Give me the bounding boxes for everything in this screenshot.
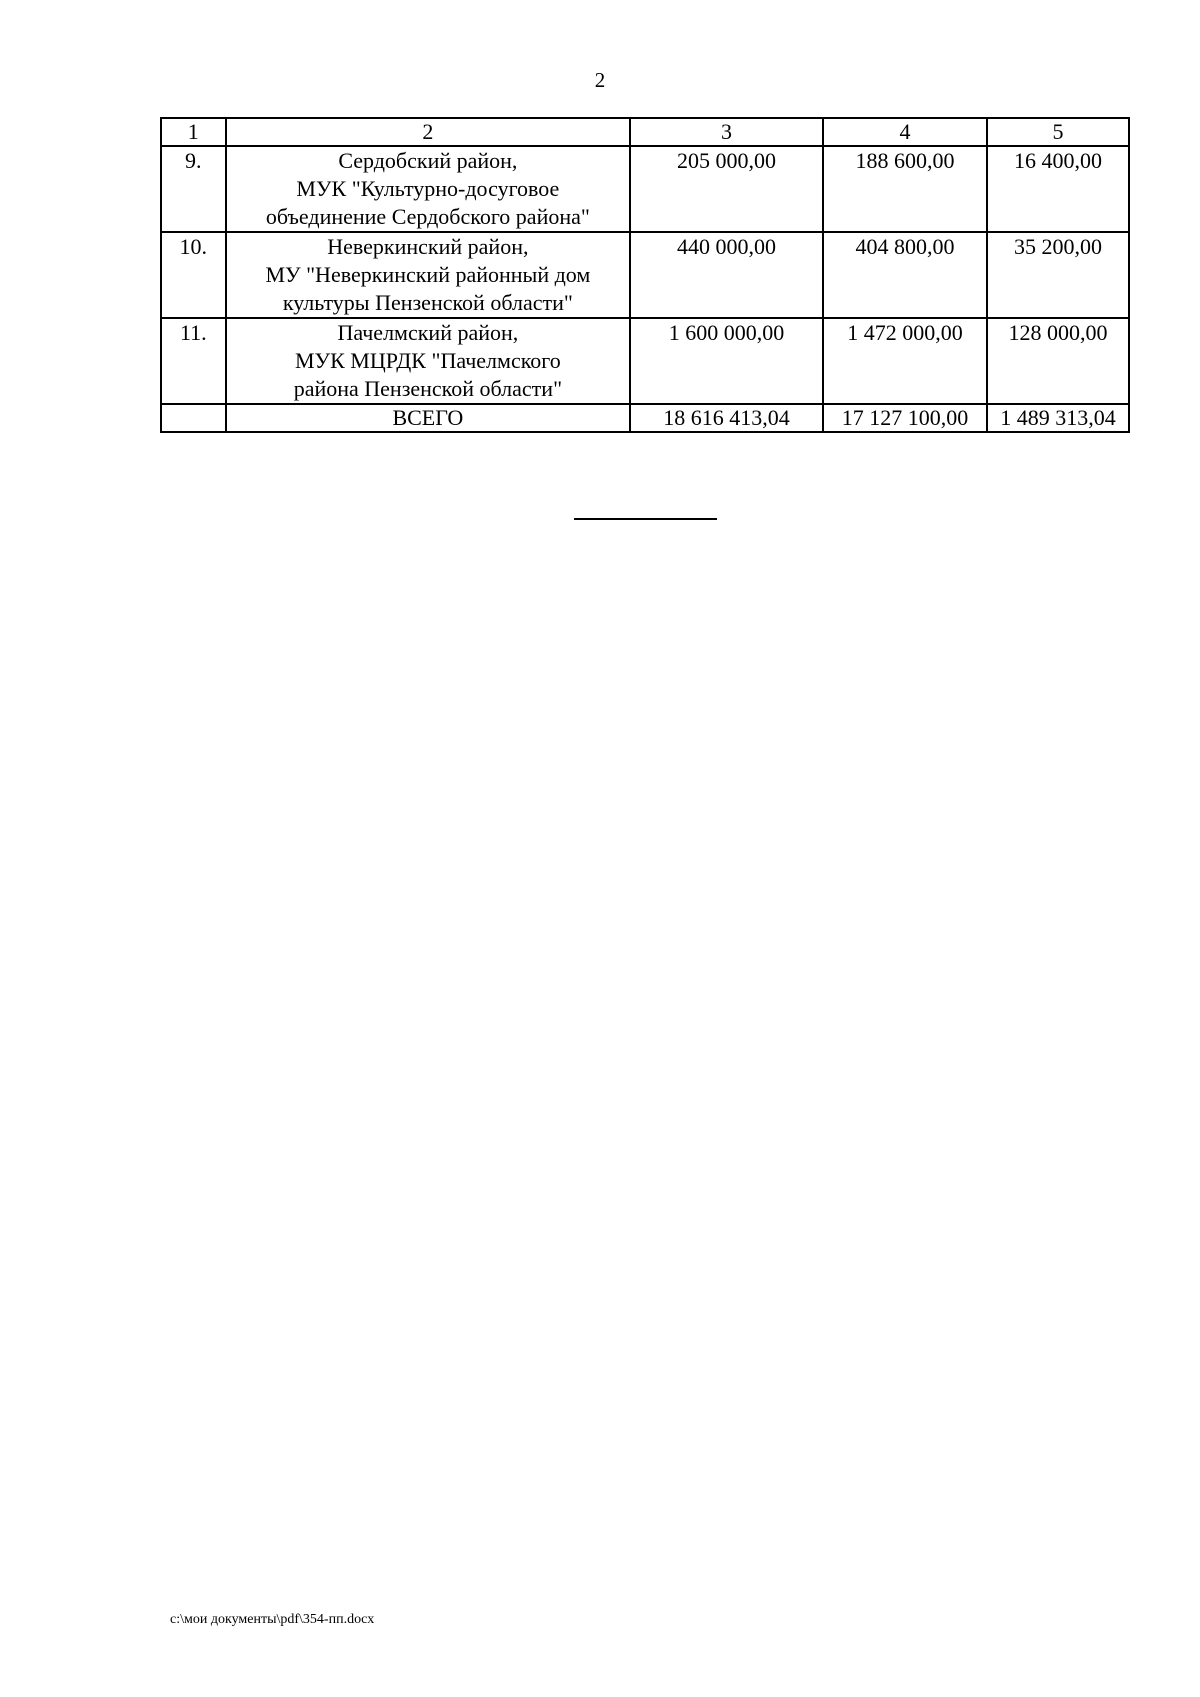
table-header-row — [161, 118, 1129, 146]
row-number: 11. — [161, 318, 226, 404]
recipient-name — [226, 318, 631, 404]
total-row-number — [161, 404, 226, 432]
amount-col5: 128 000,00 — [987, 318, 1129, 404]
recipient-name-line: объединение Сердобского района" — [265, 204, 590, 229]
column-header-2: 2 — [226, 118, 631, 146]
column-header-4: 4 — [823, 118, 987, 146]
budget-table — [160, 117, 1130, 433]
amount-col3: 1 600 000,00 — [630, 318, 823, 404]
recipient-name-line: культуры Пензенской области" — [282, 290, 573, 315]
footer-file-path: c:\мои документы\pdf\354-пп.docx — [170, 1612, 375, 1627]
row-number: 9. — [161, 146, 226, 232]
table-row — [161, 232, 1129, 318]
amount-col5: 35 200,00 — [987, 232, 1129, 318]
column-header-5: 5 — [987, 118, 1129, 146]
recipient-name-line: МУ "Неверкинский районный дом — [265, 262, 591, 287]
end-of-document-rule — [574, 518, 717, 520]
total-col4: 17 127 100,00 — [823, 404, 987, 432]
amount-col4: 188 600,00 — [823, 146, 987, 232]
table-row — [161, 146, 1129, 232]
recipient-name-line: МУК "Культурно-досуговое — [296, 176, 560, 201]
recipient-name-line: Пачелмский район, — [337, 320, 519, 345]
amount-col5: 16 400,00 — [987, 146, 1129, 232]
amount-col3: 205 000,00 — [630, 146, 823, 232]
row-number: 10. — [161, 232, 226, 318]
column-header-3: 3 — [630, 118, 823, 146]
total-label: ВСЕГО — [226, 404, 631, 432]
recipient-name-line: Сердобский район, — [338, 148, 518, 173]
column-header-1: 1 — [161, 118, 226, 146]
recipient-name-line: Неверкинский район, — [327, 234, 529, 259]
total-col3: 18 616 413,04 — [630, 404, 823, 432]
recipient-name — [226, 232, 631, 318]
page-number: 2 — [594, 68, 606, 92]
amount-col3: 440 000,00 — [630, 232, 823, 318]
recipient-name-line: района Пензенской области" — [293, 376, 563, 401]
amount-col4: 1 472 000,00 — [823, 318, 987, 404]
table-total-row — [161, 404, 1129, 432]
total-col5: 1 489 313,04 — [987, 404, 1129, 432]
recipient-name-line: МУК МЦРДК "Пачелмского — [294, 348, 561, 373]
amount-col4: 404 800,00 — [823, 232, 987, 318]
recipient-name — [226, 146, 631, 232]
table-row — [161, 318, 1129, 404]
